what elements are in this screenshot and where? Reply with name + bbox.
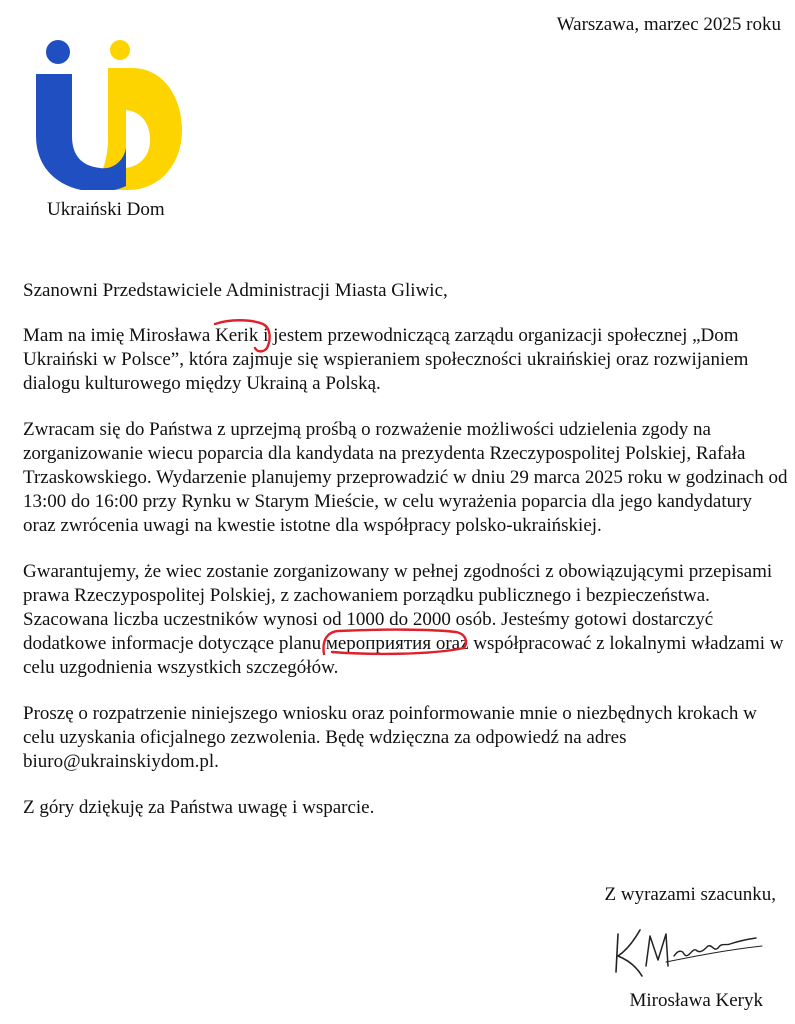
letter-body <box>23 279 788 842</box>
intro-text-after-surname: i jestem przewodniczącą zarządu organizacji społecznej „Dom Ukraiński w Polsce”, która zajmuje się wspieraniem społeczności ukraińskiej oraz rozwijaniem dialogu kulturowego między Ukrainą a Polską. <box>23 325 749 394</box>
guarantee-text-after-word: oraz współpracować z lokalnymi władzami w celu uzgodnienia wszystkich szczegółów. <box>23 633 784 678</box>
date-place-line: Warszawa, marzec 2025 roku <box>556 14 781 35</box>
paragraph-closing-request: Proszę o rozpatrzenie niniejszego wniosku oraz poinformowanie mnie o niezbędnych krokach w celu uzyskania oficjalnego zezwolenia. Będę wdzięczna za odpowiedź na adres biuro@ukrainskiydom.pl. <box>23 703 757 772</box>
paragraph-guarantee <box>23 560 788 680</box>
marked-word-text: мероприятия <box>325 633 432 654</box>
marked-word <box>326 632 431 656</box>
logo-caption: Ukraiński Dom <box>47 199 165 220</box>
closing-salutation: Z wyrazami szacunku, <box>604 884 776 905</box>
logo-yellow-dot <box>110 40 130 60</box>
greeting: Szanowni Przedstawiciele Administracji Miasta Gliwic, <box>23 280 448 301</box>
marked-surname-text: Kerik <box>215 325 259 346</box>
marked-surname <box>215 324 258 348</box>
paragraph-request: Zwracam się do Państwa z uprzejmą prośbą o rozważenie możliwości udzielenia zgody na zorganizowanie wiecu poparcia dla kandydata na prezydenta Rzeczypospolitej Polskiej, Rafała Trzaskowskiego. Wydarzenie planujemy przeprowadzić w dniu 29 marca 2025 roku w godzinach od 13:00 do 16:00 przy Rynku w Starym Mieście, w celu wyrażenia poparcia dla jego kandydatury oraz zwrócenia uwagi na kwestie istotne dla współpracy polsko-ukraińskiej. <box>23 419 788 536</box>
paragraph-introduction <box>23 324 788 396</box>
paragraph-thanks: Z góry dziękuję za Państwa uwagę i wsparcie. <box>23 797 375 818</box>
ukrainski-dom-logo <box>36 40 186 190</box>
signer-name: Mirosława Keryk <box>629 990 763 1011</box>
guarantee-text-before-word: Gwarantujemy, że wiec zostanie zorganizowany w pełnej zgodności z obowiązującymi przepisami prawa Rzeczypospolitej Polskiej, z zachowaniem porządku publicznego i bezpieczeństwa. Szacowana liczba uczestników wynosi od 1000 do 2000 osób. Jesteśmy gotowi dostarczyć dodatkowe informacje dotyczące planu <box>23 561 773 654</box>
intro-text-before-surname: Mam na imię Mirosława <box>23 325 216 346</box>
logo-blue-dot <box>46 40 70 64</box>
handwritten-signature <box>606 916 766 982</box>
